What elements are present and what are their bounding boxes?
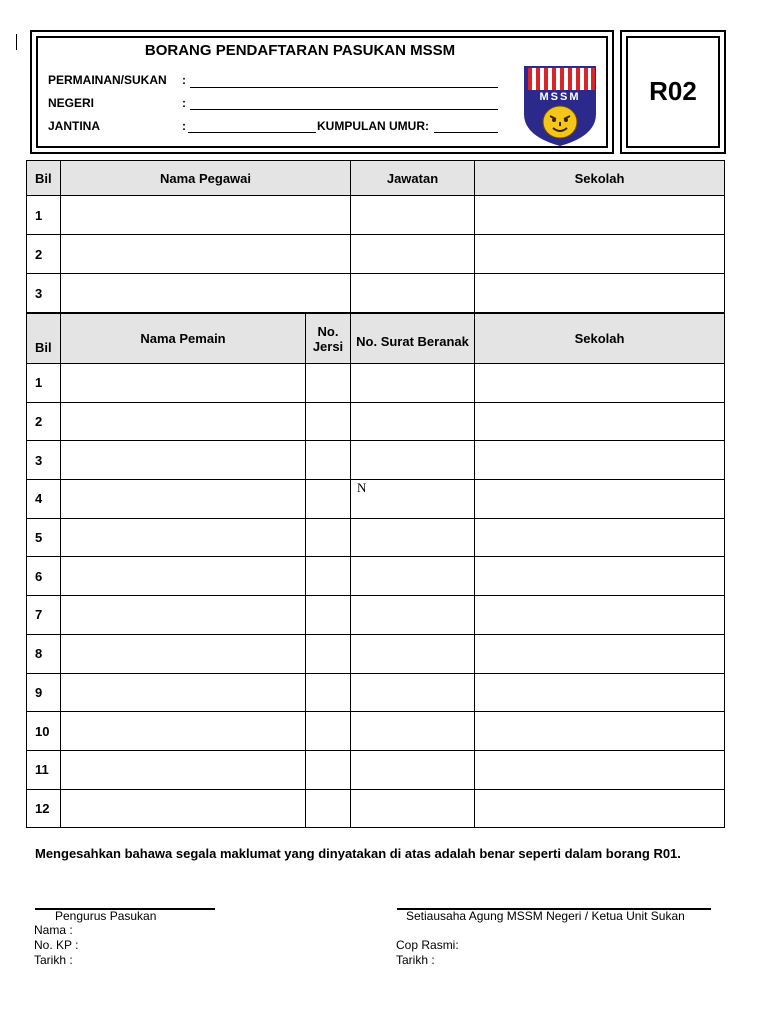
no-jersi-cell[interactable] <box>306 557 351 596</box>
form-code: R02 <box>649 76 697 106</box>
row-number: 10 <box>27 712 61 751</box>
left-tarikh: Tarikh : <box>34 953 73 967</box>
row-number: 1 <box>27 364 61 403</box>
col-header-bil: Bil <box>27 161 61 196</box>
umur-field[interactable] <box>434 132 498 133</box>
left-no-kp: No. KP : <box>34 938 79 952</box>
row-number: 2 <box>27 235 61 274</box>
sekolah-cell[interactable] <box>475 235 725 274</box>
table-row <box>27 518 725 557</box>
row-number: 11 <box>27 750 61 789</box>
table-row <box>27 402 725 441</box>
right-signature-title: Setiausaha Agung MSSM Negeri / Ketua Unit Sukan <box>406 909 685 923</box>
umur-label: KUMPULAN UMUR: <box>317 119 429 133</box>
sekolah-cell[interactable] <box>475 634 725 673</box>
row-number: 3 <box>27 274 61 313</box>
officials-table <box>26 160 725 313</box>
negeri-colon: : <box>182 96 186 110</box>
table-row <box>27 274 725 313</box>
nama-pemain-cell[interactable] <box>61 712 306 751</box>
nama-pemain-cell[interactable] <box>61 789 306 828</box>
row-number: 7 <box>27 596 61 635</box>
nama-pegawai-cell[interactable] <box>61 235 351 274</box>
no-jersi-cell[interactable] <box>306 789 351 828</box>
no-jersi-cell[interactable] <box>306 673 351 712</box>
row-number: 1 <box>27 196 61 235</box>
sekolah-cell[interactable] <box>475 274 725 313</box>
no-jersi-cell[interactable] <box>306 596 351 635</box>
sekolah-cell[interactable] <box>475 196 725 235</box>
col-header-jawatan: Jawatan <box>351 161 475 196</box>
no-surat-beranak-cell[interactable] <box>351 596 475 635</box>
sekolah-cell[interactable] <box>475 789 725 828</box>
sukan-colon: : <box>182 73 186 87</box>
col-header-sekolah: Sekolah <box>475 161 725 196</box>
margin-mark <box>16 34 17 50</box>
row-number: 8 <box>27 634 61 673</box>
table-row <box>27 196 725 235</box>
nama-pegawai-cell[interactable] <box>61 274 351 313</box>
sekolah-cell[interactable] <box>475 596 725 635</box>
nama-pemain-cell[interactable] <box>61 480 306 519</box>
no-surat-beranak-cell[interactable] <box>351 750 475 789</box>
table-row <box>27 596 725 635</box>
form-title: BORANG PENDAFTARAN PASUKAN MSSM <box>144 42 456 59</box>
sekolah-cell[interactable] <box>475 673 725 712</box>
no-surat-beranak-cell[interactable] <box>351 712 475 751</box>
no-surat-beranak-cell[interactable] <box>351 634 475 673</box>
row-number: 2 <box>27 402 61 441</box>
no-surat-beranak-cell[interactable] <box>351 789 475 828</box>
players-table <box>26 313 725 828</box>
sukan-field[interactable] <box>190 87 498 88</box>
no-surat-beranak-cell[interactable] <box>351 441 475 480</box>
no-jersi-cell[interactable] <box>306 634 351 673</box>
right-tarikh: Tarikh : <box>396 953 435 967</box>
table-row <box>27 364 725 403</box>
no-jersi-cell[interactable] <box>306 750 351 789</box>
table-row <box>27 557 725 596</box>
sukan-label: PERMAINAN/SUKAN <box>48 73 167 87</box>
no-jersi-cell[interactable] <box>306 518 351 557</box>
left-signature-title: Pengurus Pasukan <box>55 909 157 923</box>
nama-pegawai-cell[interactable] <box>61 196 351 235</box>
no-surat-beranak-cell[interactable] <box>351 673 475 712</box>
negeri-field[interactable] <box>190 109 498 110</box>
table-row <box>27 750 725 789</box>
sekolah-cell[interactable] <box>475 750 725 789</box>
nama-pemain-cell[interactable] <box>61 634 306 673</box>
no-surat-beranak-cell[interactable] <box>351 480 475 519</box>
negeri-label: NEGERI <box>48 96 95 110</box>
no-jersi-cell[interactable] <box>306 480 351 519</box>
col-header-bil: Bil <box>27 314 61 364</box>
nama-pemain-cell[interactable] <box>61 441 306 480</box>
row-number: 4 <box>27 480 61 519</box>
sekolah-cell[interactable] <box>475 518 725 557</box>
nama-pemain-cell[interactable] <box>61 402 306 441</box>
no-jersi-cell[interactable] <box>306 712 351 751</box>
table-row <box>27 712 725 751</box>
nama-pemain-cell[interactable] <box>61 596 306 635</box>
table-row <box>27 673 725 712</box>
col-header-no-surat-beranak: No. Surat Beranak <box>351 314 475 364</box>
jantina-label: JANTINA <box>48 119 101 133</box>
no-jersi-cell[interactable] <box>306 441 351 480</box>
right-cop-rasmi: Cop Rasmi: <box>396 938 459 952</box>
jawatan-cell[interactable] <box>351 274 475 313</box>
logo-text: MSSM <box>539 91 581 103</box>
sekolah-cell[interactable] <box>475 712 725 751</box>
no-surat-beranak-cell[interactable] <box>351 518 475 557</box>
jantina-colon: : <box>182 119 186 133</box>
sekolah-cell[interactable] <box>475 441 725 480</box>
col-header-nama-pegawai: Nama Pegawai <box>61 161 351 196</box>
no-surat-beranak-cell[interactable] <box>351 364 475 403</box>
table-row <box>27 441 725 480</box>
nama-pemain-cell[interactable] <box>61 364 306 403</box>
no-jersi-cell[interactable] <box>306 364 351 403</box>
no-surat-beranak-cell[interactable] <box>351 402 475 441</box>
row-number: 5 <box>27 518 61 557</box>
table-row <box>27 235 725 274</box>
nama-pemain-cell[interactable] <box>61 673 306 712</box>
row-number: 9 <box>27 673 61 712</box>
row-number: 3 <box>27 441 61 480</box>
sekolah-cell[interactable] <box>475 557 725 596</box>
row-number: 6 <box>27 557 61 596</box>
nama-pemain-cell[interactable] <box>61 750 306 789</box>
nama-pemain-cell[interactable] <box>61 518 306 557</box>
col-header-sekolah: Sekolah <box>475 314 725 364</box>
sekolah-cell[interactable] <box>475 364 725 403</box>
table-row <box>27 789 725 828</box>
row-number: 12 <box>27 789 61 828</box>
col-header-no-jersi: No. Jersi <box>306 314 351 364</box>
table-row <box>27 634 725 673</box>
confirmation-text: Mengesahkan bahawa segala maklumat yang dinyatakan di atas adalah benar seperti dalam borang R01. <box>35 846 681 861</box>
nama-pemain-cell[interactable] <box>61 557 306 596</box>
no-surat-beranak-cell[interactable] <box>351 557 475 596</box>
jawatan-cell[interactable] <box>351 235 475 274</box>
sekolah-cell[interactable] <box>475 402 725 441</box>
sekolah-cell[interactable] <box>475 480 725 519</box>
jantina-field[interactable] <box>188 132 316 133</box>
col-header-nama-pemain: Nama Pemain <box>61 314 306 364</box>
stray-mark: N <box>357 480 367 495</box>
left-nama: Nama : <box>34 923 73 937</box>
jawatan-cell[interactable] <box>351 196 475 235</box>
no-jersi-cell[interactable] <box>306 402 351 441</box>
mssm-crest-icon <box>520 64 600 148</box>
table-row <box>27 480 725 519</box>
